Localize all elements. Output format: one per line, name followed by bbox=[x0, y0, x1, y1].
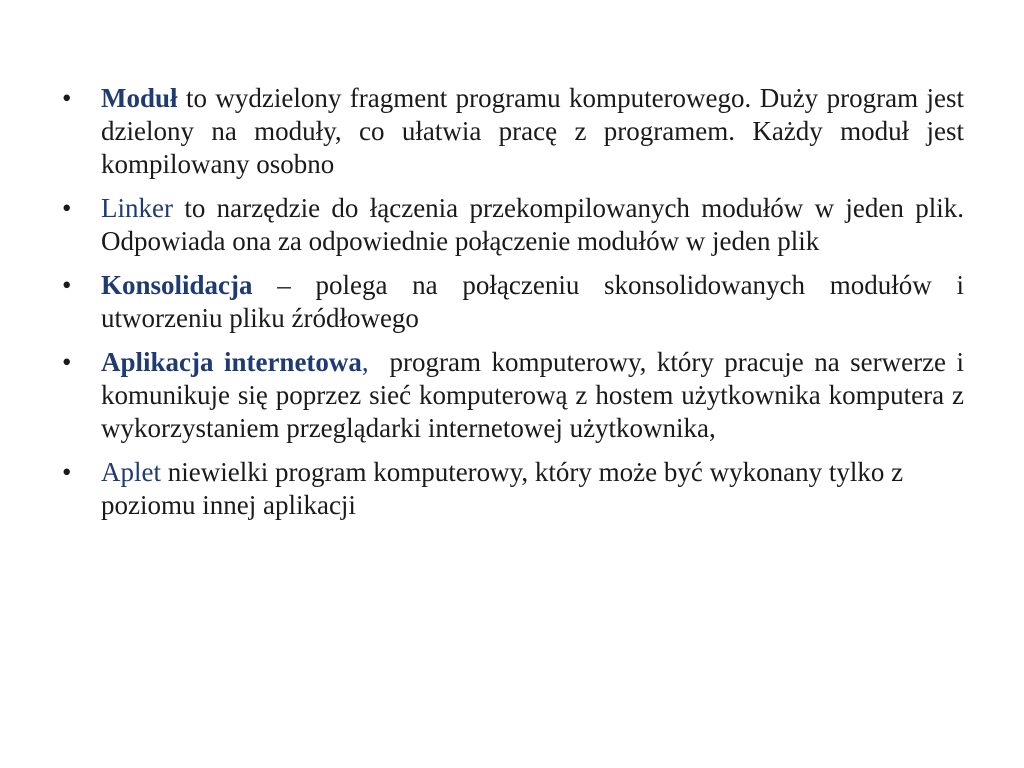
term-modul: Moduł bbox=[101, 83, 178, 113]
term-aplet: Aplet bbox=[101, 457, 161, 487]
definition-aplet: niewielki program komputerowy, który może być wykonany tylko z poziomu innej aplikacji bbox=[101, 457, 904, 520]
term-aplikacja-internetowa: Aplikacja internetowa bbox=[101, 347, 362, 377]
bullet-dot: • bbox=[62, 270, 72, 300]
definition-aplikacja-internetowa: program komputerowy, który pracuje na serwerze i komunikuje się poprzez sieć komputerową z hostem użytkownika komputera z wykorzystaniem przeglądarki internetowej użytkownika, bbox=[101, 347, 971, 443]
bullet-item-aplikacja-internetowa bbox=[62, 346, 971, 445]
bullet-item-linker bbox=[62, 192, 964, 258]
definition-linker: to narzędzie do łączenia przekompilowanych modułów w jeden plik. Odpowiada ona za odpowiednie połączenie modułów w jeden plik bbox=[101, 193, 964, 256]
bullet-item-modul bbox=[62, 82, 964, 181]
definition-konsolidacja: – polega na połączeniu skonsolidowanych modułów i utworzeniu pliku źródłowego bbox=[101, 270, 964, 333]
bullet-dot: • bbox=[62, 457, 72, 487]
bullet-dot: • bbox=[62, 83, 72, 113]
bullet-item-aplet bbox=[62, 456, 964, 522]
term-konsolidacja: Konsolidacja bbox=[101, 270, 253, 300]
bullet-item-konsolidacja bbox=[62, 269, 964, 335]
definition-modul: to wydzielony fragment programu komputerowego. Duży program jest dzielony na moduły, co ułatwia pracę z programem. Każdy moduł jest kompilowany osobno bbox=[101, 83, 964, 179]
term-suffix: , bbox=[361, 347, 369, 377]
bullet-dot: • bbox=[62, 193, 72, 223]
bullet-list bbox=[62, 82, 971, 533]
bullet-dot: • bbox=[62, 347, 72, 377]
term-linker: Linker bbox=[101, 193, 173, 223]
